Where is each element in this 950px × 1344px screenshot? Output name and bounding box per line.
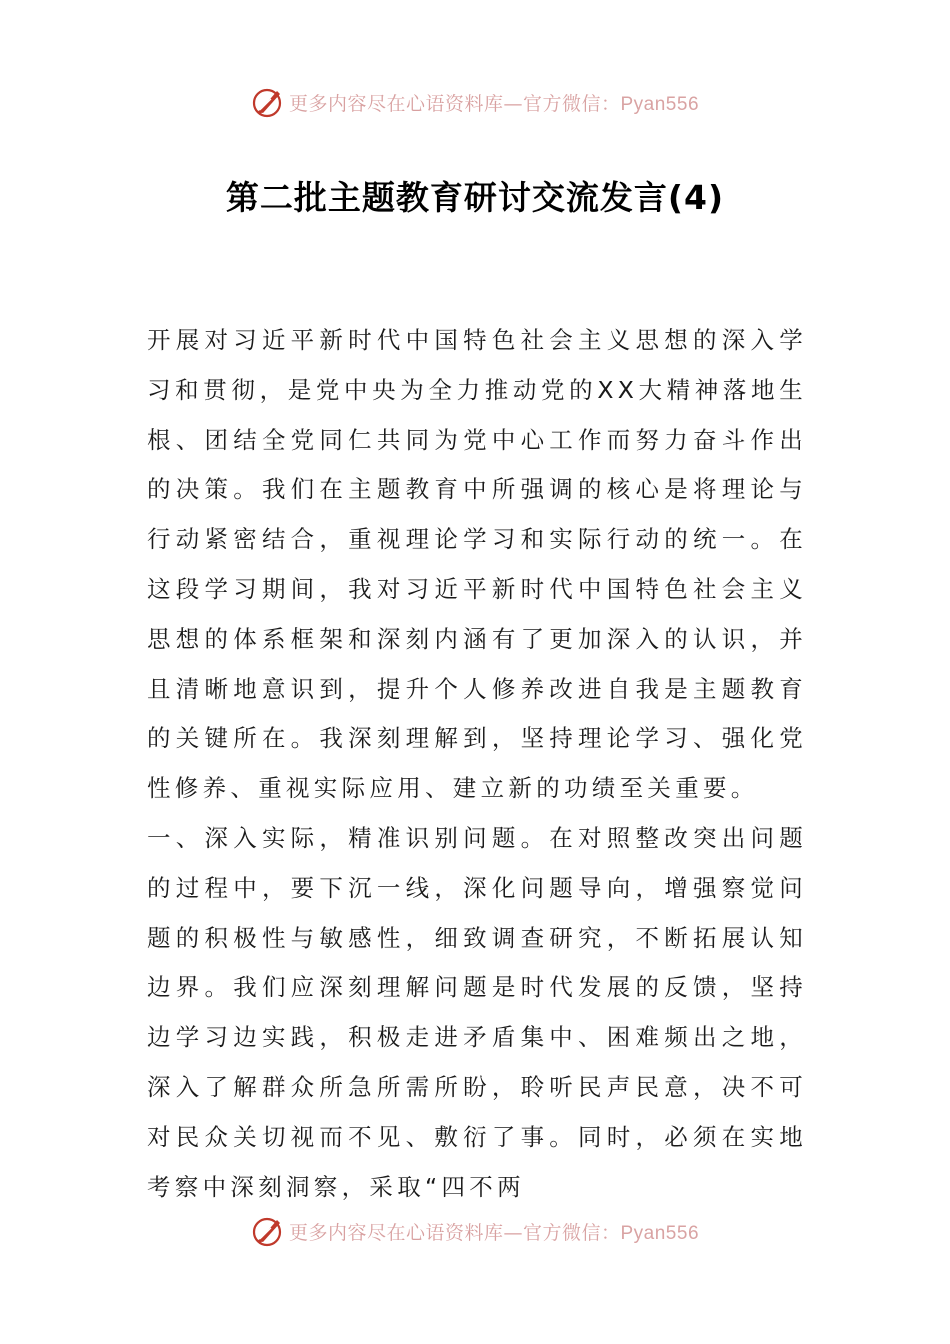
page-title: 第二批主题教育研讨交流发言(4) — [225, 178, 725, 217]
section-one-paragraph: 一、深入实际，精准识别问题。在对照整改突出问题的过程中，要下沉一线，深化问题导向，增强察觉问题的积极性与敏感性，细致调查研究，不断拓展认知边界。我们应深刻理解问题是时代发展的反馈，坚持边学习边实践，积极走进矛盾集中、困难频出之地，深入了解群众所急所需所盼，聆听民声民意，决不可对民众关切视而不见、敷衍了事。同时，必须在实地考察中深刻洞察，采取“四不两 — [147, 823, 807, 1201]
header-banner — [0, 82, 950, 122]
banner-text: 更多内容尽在心语资料库—官方微信：Pyan556 — [288, 92, 700, 115]
wechat-id: Pyan556 — [620, 93, 700, 115]
intro-paragraph: 开展对习近平新时代中国特色社会主义思想的深入学习和贯彻，是党中央为全力推动党的XX大精神落地生根、团结全党同仁共同为党中心工作而努力奋斗作出的决策。我们在主题教育中所强调的核心是将理论与行动紧密结合，重视理论学习和实际行动的统一。在这段学习期间，我对习近平新时代中国特色社会主义思想的体系框架和深刻内涵有了更加深入的认识，并且清晰地意识到，提升个人修养改进自我是主题教育的关键所在。我深刻理解到，坚持理论学习、强化党性修养、重视实际应用、建立新的功绩至关重要。 — [147, 326, 807, 803]
document-body — [147, 316, 807, 1212]
footer-banner — [0, 1211, 950, 1251]
banner-text: 更多内容尽在心语资料库—官方微信：Pyan556 — [288, 1221, 700, 1244]
quill-logo-icon — [251, 1214, 285, 1248]
wechat-id: Pyan556 — [620, 1222, 700, 1244]
quill-logo-icon — [251, 85, 285, 119]
